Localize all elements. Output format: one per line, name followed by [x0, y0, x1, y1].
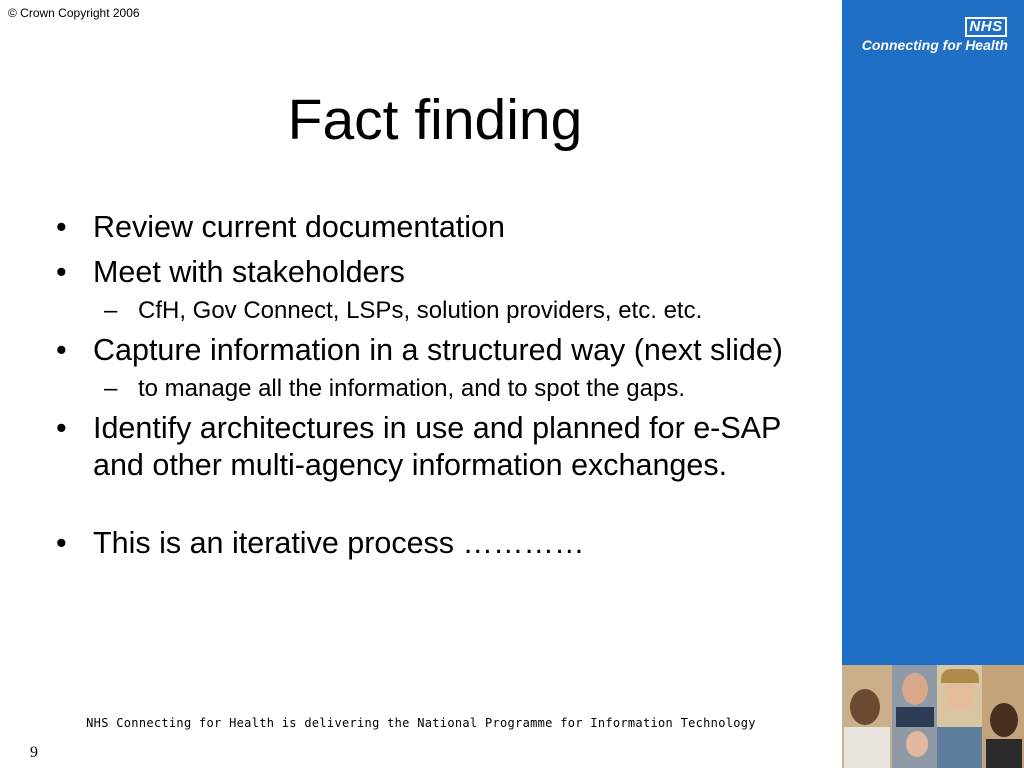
person-face-icon: [850, 689, 880, 725]
bullet-text: Identify architectures in use and planned for e-SAP and other multi-agency information exchanges.: [93, 411, 781, 482]
nhs-logo: NHS: [965, 17, 1007, 37]
person-clothing: [844, 727, 890, 768]
bullet-text: Capture information in a structured way (next slide): [93, 333, 783, 367]
staff-photo-strip: [842, 665, 1024, 768]
sub-bullet-item: [56, 373, 816, 404]
bullet-mark: •: [56, 255, 67, 289]
page-number: 9: [30, 744, 38, 761]
monitor-screen: [937, 727, 982, 768]
sub-bullet-mark: –: [104, 375, 118, 402]
bullet-item: [56, 209, 816, 246]
person-clothing: [896, 707, 934, 727]
photo-tile-1: [842, 665, 892, 768]
bullet-mark: •: [56, 333, 67, 367]
photo-tile-4: [982, 665, 1024, 768]
person-face-icon: [902, 673, 928, 705]
bullet-text: Review current documentation: [93, 210, 505, 244]
person-face-icon: [990, 703, 1018, 737]
bullet-mark: •: [56, 210, 67, 244]
bullet-mark: •: [56, 526, 67, 560]
bullet-text: Meet with stakeholders: [93, 255, 405, 289]
bullet-text: This is an iterative process …………: [93, 526, 585, 560]
photo-tile-2: [892, 665, 937, 768]
sub-bullet-text: to manage all the information, and to spot the gaps.: [138, 375, 686, 402]
sub-bullet-item: [56, 295, 816, 326]
footer-text: NHS Connecting for Health is delivering the National Programme for Information Technology: [86, 716, 756, 730]
bullet-item: [56, 410, 816, 484]
copyright-notice: © Crown Copyright 2006: [8, 6, 140, 20]
person-hair: [941, 669, 979, 683]
logo-tagline: Connecting for Health: [861, 37, 1008, 53]
person-face-icon: [906, 731, 928, 757]
bullet-item: [56, 254, 816, 291]
bullet-item: [56, 525, 816, 562]
bullet-list: [56, 209, 816, 562]
bullet-item: [56, 332, 816, 369]
person-clothing: [986, 739, 1022, 768]
sub-bullet-text: CfH, Gov Connect, LSPs, solution providers, etc. etc.: [138, 297, 703, 324]
slide-title: Fact finding: [287, 88, 583, 152]
sub-bullet-mark: –: [104, 297, 118, 324]
photo-tile-3: [937, 665, 982, 768]
bullet-mark: •: [56, 411, 67, 445]
